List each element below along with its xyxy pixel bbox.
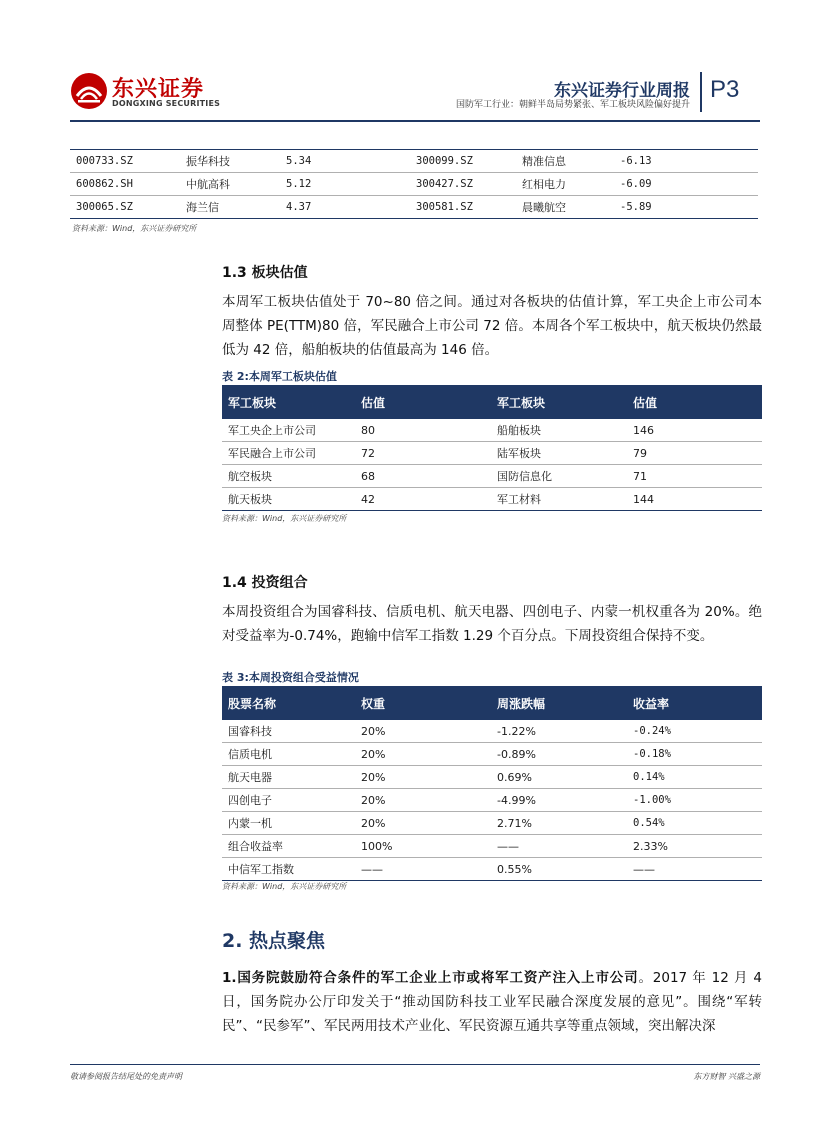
table-cell: 68	[361, 469, 375, 483]
table-source: 资料来源：Wind，东兴证券研究所	[222, 514, 347, 523]
footer-disclaimer: 敬请参阅报告结尾处的免责声明	[70, 1072, 182, 1081]
table-cell: 红相电力	[522, 178, 566, 191]
section-heading: 1.3 板块估值	[222, 265, 308, 281]
table-cell: 中航高科	[186, 178, 230, 191]
table-cell: 20%	[361, 770, 386, 784]
column-header: 收益率	[627, 686, 762, 720]
table-row	[222, 419, 762, 442]
column-header: 股票名称	[222, 686, 355, 720]
table-cell: 0.14%	[633, 771, 665, 783]
table-cell: 000733.SZ	[76, 155, 133, 167]
section-heading: 1.4 投资组合	[222, 575, 308, 591]
table-cell: -5.89	[620, 201, 652, 213]
company-logo-icon	[70, 72, 108, 110]
table-row	[222, 743, 762, 766]
table-row	[222, 789, 762, 812]
table-cell: 组合收益率	[228, 840, 283, 853]
table-header-row	[222, 686, 762, 720]
table-cell: 20%	[361, 747, 386, 761]
table-row	[70, 173, 758, 196]
table-row	[70, 150, 758, 173]
table-cell: 航天电器	[228, 771, 272, 784]
table-cell: 航空板块	[228, 470, 272, 483]
table-row	[222, 488, 762, 511]
column-header: 军工板块	[491, 385, 627, 419]
footer-rule	[70, 1064, 760, 1065]
table-cell: ——	[361, 862, 383, 876]
table-cell: 0.69%	[497, 770, 532, 784]
table-row	[222, 858, 762, 881]
column-header: 估值	[627, 385, 762, 419]
table-cell: ——	[633, 862, 655, 876]
table-cell: 100%	[361, 839, 393, 853]
table-cell: -6.09	[620, 178, 652, 190]
table-cell: -4.99%	[497, 793, 536, 807]
table-cell: 71	[633, 469, 647, 483]
table-row	[222, 766, 762, 789]
table-cell: 0.54%	[633, 817, 665, 829]
table-caption: 表 3:本周投资组合受益情况	[222, 671, 359, 684]
table-cell: 300581.SZ	[416, 201, 473, 213]
table-cell: -0.18%	[633, 748, 671, 760]
table-cell: 2.33%	[633, 839, 668, 853]
table-cell: 国防信息化	[497, 470, 552, 483]
table-cell: -6.13	[620, 155, 652, 167]
table-cell: 航天板块	[228, 493, 272, 506]
table-cell: 72	[361, 446, 375, 460]
column-header: 估值	[355, 385, 491, 419]
logo-text: 东兴证券	[112, 77, 205, 102]
table-cell: 信质电机	[228, 748, 272, 761]
table-header-row	[222, 385, 762, 419]
section-paragraph	[222, 966, 762, 1038]
table-row	[222, 465, 762, 488]
chapter-heading: 2. 热点聚焦	[222, 930, 326, 952]
column-header: 军工板块	[222, 385, 355, 419]
table-cell: ——	[497, 839, 519, 853]
lead-body-text: 。2017 年 12 月 4 日，国务院办公厅印发关于“推动国防科技工业军民融合深度发展的意见”。围绕“军转民”、“民参军”、军民两用技术产业化、军民资源互通共享等重点领域，突出解决深	[222, 970, 762, 1034]
table-cell: 内蒙一机	[228, 817, 272, 830]
table-cell: 四创电子	[228, 794, 272, 807]
column-header: 周涨跌幅	[491, 686, 627, 720]
sector-valuation-table	[222, 385, 762, 511]
portfolio-return-table	[222, 686, 762, 881]
footer-slogan: 东方财智 兴盛之源	[693, 1072, 760, 1081]
table-cell: 300099.SZ	[416, 155, 473, 167]
table-cell: 20%	[361, 793, 386, 807]
table-cell: 144	[633, 492, 654, 506]
logo-subtext: DONGXING SECURITIES	[112, 99, 221, 108]
table-cell: 5.34	[286, 155, 312, 167]
table-cell: 42	[361, 492, 375, 506]
table-cell: 79	[633, 446, 647, 460]
table-cell: 晨曦航空	[522, 201, 566, 214]
table-cell: 20%	[361, 724, 386, 738]
table-cell: -0.24%	[633, 725, 671, 737]
table-row	[222, 720, 762, 743]
table-cell: 4.37	[286, 201, 312, 213]
section-paragraph: 本周投资组合为国睿科技、信质电机、航天电器、四创电子、内蒙一机权重各为 20%。绝对受益率为-0.74%，跑输中信军工指数 1.29 个百分点。下周投资组合保持不变。	[222, 604, 762, 644]
table-cell: 军工材料	[497, 493, 541, 506]
table-cell: 国睿科技	[228, 725, 272, 738]
table-source: 资料来源：Wind，东兴证券研究所	[72, 224, 197, 233]
table-cell: 2.71%	[497, 816, 532, 830]
report-title: 东兴证券行业周报	[554, 81, 690, 101]
table-cell: -1.22%	[497, 724, 536, 738]
column-header: 权重	[355, 686, 491, 720]
table-cell: 军工央企上市公司	[228, 424, 316, 437]
stock-change-table	[70, 149, 758, 219]
table-row	[222, 442, 762, 465]
lead-bold-text: 1.国务院鼓励符合条件的军工企业上市或将军工资产注入上市公司	[222, 970, 639, 986]
table-cell: 5.12	[286, 178, 312, 190]
table-cell: -1.00%	[633, 794, 671, 806]
table-cell: 20%	[361, 816, 386, 830]
header-rule	[70, 120, 760, 122]
table-caption: 表 2:本周军工板块估值	[222, 370, 337, 383]
table-cell: 中信军工指数	[228, 863, 294, 876]
table-cell: 军民融合上市公司	[228, 447, 316, 460]
table-source: 资料来源：Wind，东兴证券研究所	[222, 882, 347, 891]
report-subtitle: 国防军工行业：朝鲜半岛局势紧张、军工板块风险偏好提升	[455, 100, 690, 110]
table-cell: 300427.SZ	[416, 178, 473, 190]
table-row	[222, 835, 762, 858]
table-row	[222, 812, 762, 835]
table-cell: 80	[361, 423, 375, 437]
table-cell: 精准信息	[522, 155, 566, 168]
page-number: P3	[710, 76, 740, 103]
header-divider	[700, 72, 702, 112]
table-row	[70, 196, 758, 219]
section-paragraph: 本周军工板块估值处于 70~80 倍之间。通过对各板块的估值计算，军工央企上市公司本周整体 PE(TTM)80 倍，军民融合上市公司 72 倍。本周各个军工板块中，航天板块仍然最低为 42 倍，船舶板块的估值最高为 146 倍。	[222, 294, 762, 358]
table-cell: 振华科技	[186, 155, 230, 168]
table-cell: 陆军板块	[497, 447, 541, 460]
table-cell: 146	[633, 423, 654, 437]
table-cell: 0.55%	[497, 862, 532, 876]
table-cell: 船舶板块	[497, 424, 541, 437]
table-cell: 600862.SH	[76, 178, 133, 190]
table-cell: -0.89%	[497, 747, 536, 761]
table-cell: 海兰信	[186, 201, 219, 214]
table-cell: 300065.SZ	[76, 201, 133, 213]
